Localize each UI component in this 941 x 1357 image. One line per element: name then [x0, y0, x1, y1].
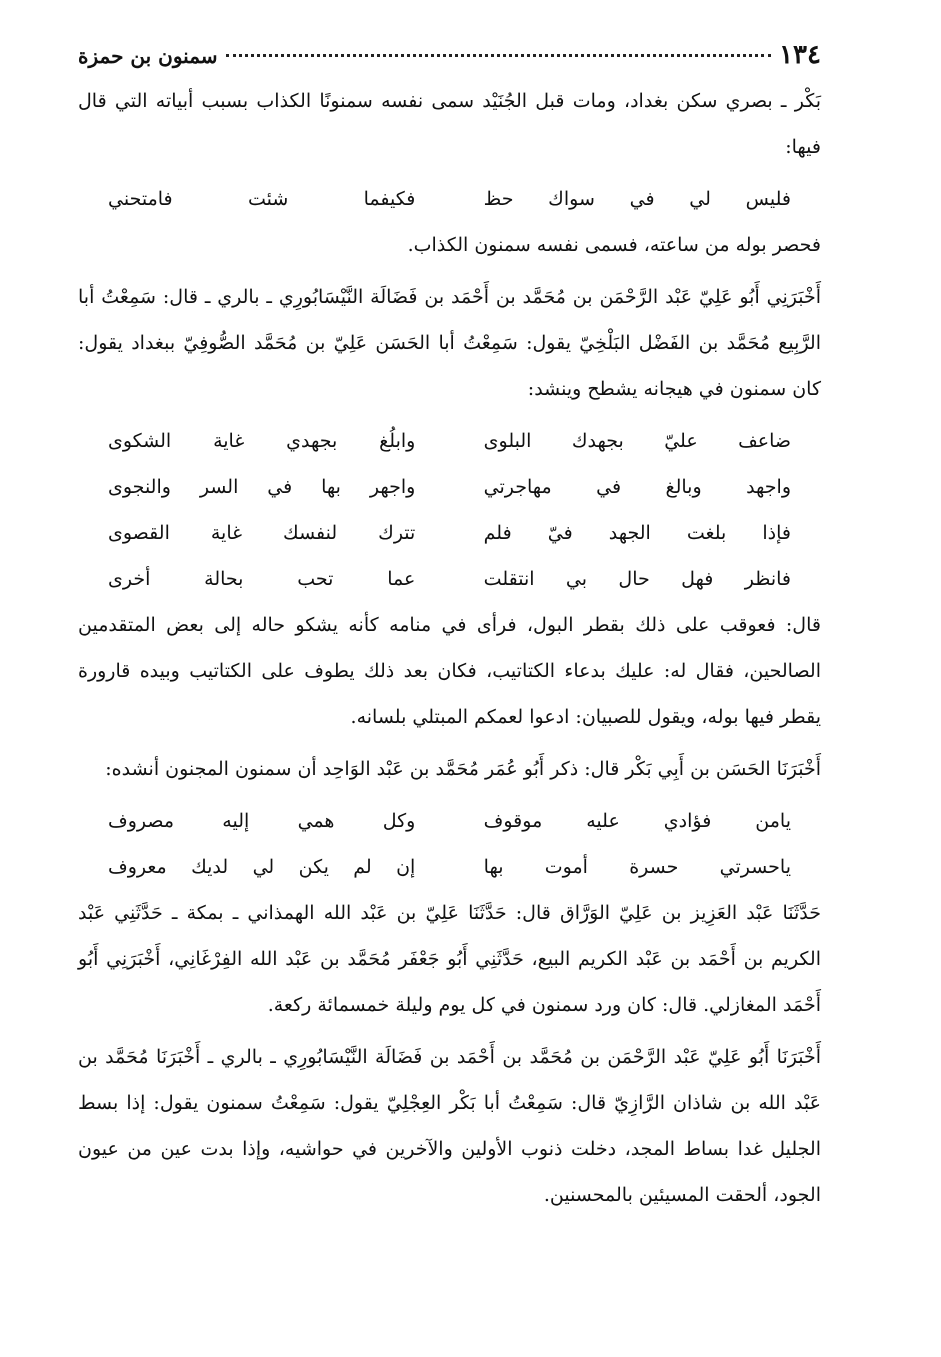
verse-5-first-hemistich: فانظر فهل حال بي انتقلت: [483, 568, 791, 590]
verse-2-first-hemistich: ضاعف عليّ بجهدك البلوى: [483, 430, 791, 452]
verse-3-first-hemistich: واجهد وبالغ في مهاجرتي: [483, 476, 791, 498]
paragraph-6: حَدَّثَنَا عَبْد العَزِيز بن عَلِيّ الوَرَّاق قال: حَدَّثَنَا عَلِيّ بن عَبْد الله الهمذاني ـ بمكة ـ حَدَّثَنِي عَبْد الكريم بن أَحْمَد بن عَبْد الكريم البيع، حَدَّثَنِي أَبُو جَعْفَر مُحَمَّد بن عَبْد الله الفِرْغَانِي، أَخْبَرَنِي أَبُو أَحْمَد المغازلي. قال: كان ورد سمنون في كل يوم وليلة خمسمائة ركعة.: [78, 902, 821, 1016]
verse-3-second-hemistich: واجهر بها في السر والنجوى: [108, 476, 416, 498]
verse-7: [78, 844, 821, 890]
paragraph-7: أَخْبَرَنَا أَبُو عَلِيّ عَبْد الرَّحْمَن بن مُحَمَّد بن أَحْمَد بن فَضَالَة النَّيْسَابُورِي ـ بالري ـ أَخْبَرَنَا مُحَمَّد بن عَبْد الله بن شاذان الرَّازِيّ قال: سَمِعْتُ أبا بَكْر العِجْلِيّ يقول: سَمِعْتُ سمنون يقول: إذا بسط الجليل غدا بساط المجد، دخلت ذنوب الأولين والآخرين في حواشيه، وإذا بدت عين من عيون الجود، ألحقت المسيئين بالمحسنين.: [78, 1046, 821, 1206]
verse-4-second-hemistich: تترك لنفسك غاية القصوى: [108, 522, 416, 544]
running-title: سمنون بن حمزة: [78, 44, 218, 68]
verse-3: [78, 464, 821, 510]
page-header: [78, 40, 821, 78]
book-page: [78, 40, 821, 1330]
verse-6-second-hemistich: وكل همي إليه مصروف: [108, 810, 416, 832]
verse-4-first-hemistich: فإذا بلغت الجهد فيّ فلم: [483, 522, 791, 544]
verse-2: [78, 418, 821, 464]
verse-2-second-hemistich: وابلُغ بجهدي غاية الشكوى: [108, 430, 416, 452]
verse-5-second-hemistich: عما تحب بحالة أخرى: [108, 568, 416, 590]
verse-1: [78, 176, 821, 222]
page-number: ١٣٤: [779, 40, 821, 70]
paragraph-5: أَخْبَرَنَا الحَسَن بن أَبِي بَكْر قال: ذكر أَبُو عُمَر مُحَمَّد بن عَبْد الوَاحِد أن سمنون المجنون أنشده:: [105, 758, 821, 780]
paragraph-3: أَخْبَرَنِي أَبُو عَلِيّ عَبْد الرَّحْمَن بن مُحَمَّد بن أَحْمَد بن فَضَالَة النَّيْسَابُورِي ـ بالري ـ قال: سَمِعْتُ أبا الرَّبِيع مُحَمَّد بن الفَضْل البَلْخِيّ يقول: سَمِعْتُ أبا الحَسَن عَلِيّ بن مُحَمَّد الصُّوفِيّ ببغداد يقول: كان سمنون في هيجانه يشطح وينشد:: [78, 286, 821, 400]
paragraph-1: بَكْر ـ بصري سكن بغداد، ومات قبل الجُنَيْد سمى نفسه سمنونًا الكذاب بسبب أبياته التي قال فيها:: [78, 90, 821, 158]
verse-6-first-hemistich: يامن فؤادي عليه موقوف: [483, 810, 791, 832]
verse-7-second-hemistich: إن لم يكن لي لديك معروف: [108, 856, 416, 878]
verse-1-second-hemistich: فكيفما شئت فامتحني: [108, 188, 416, 210]
verse-5: [78, 556, 821, 602]
verse-7-first-hemistich: ياحسرتي حسرة أموت بها: [483, 856, 791, 878]
paragraph-4: قال: فعوقب على ذلك بقطر البول، فرأى في منامه كأنه يشكو حاله إلى بعض المتقدمين الصالحين، فقال له: عليك بدعاء الكتاتيب، فكان بعد ذلك يطوف على الكتاتيب وبيده قارورة يقطر فيها بوله، ويقول للصبيان: ادعوا لعمكم المبتلي بلسانه.: [78, 614, 821, 728]
paragraph-2: فحصر بوله من ساعته، فسمى نفسه سمنون الكذاب.: [407, 234, 821, 256]
verse-1-first-hemistich: فليس لي في سواك حظ: [483, 188, 791, 210]
verse-6: [78, 798, 821, 844]
verse-4: [78, 510, 821, 556]
header-dotted-leader: [226, 54, 772, 57]
